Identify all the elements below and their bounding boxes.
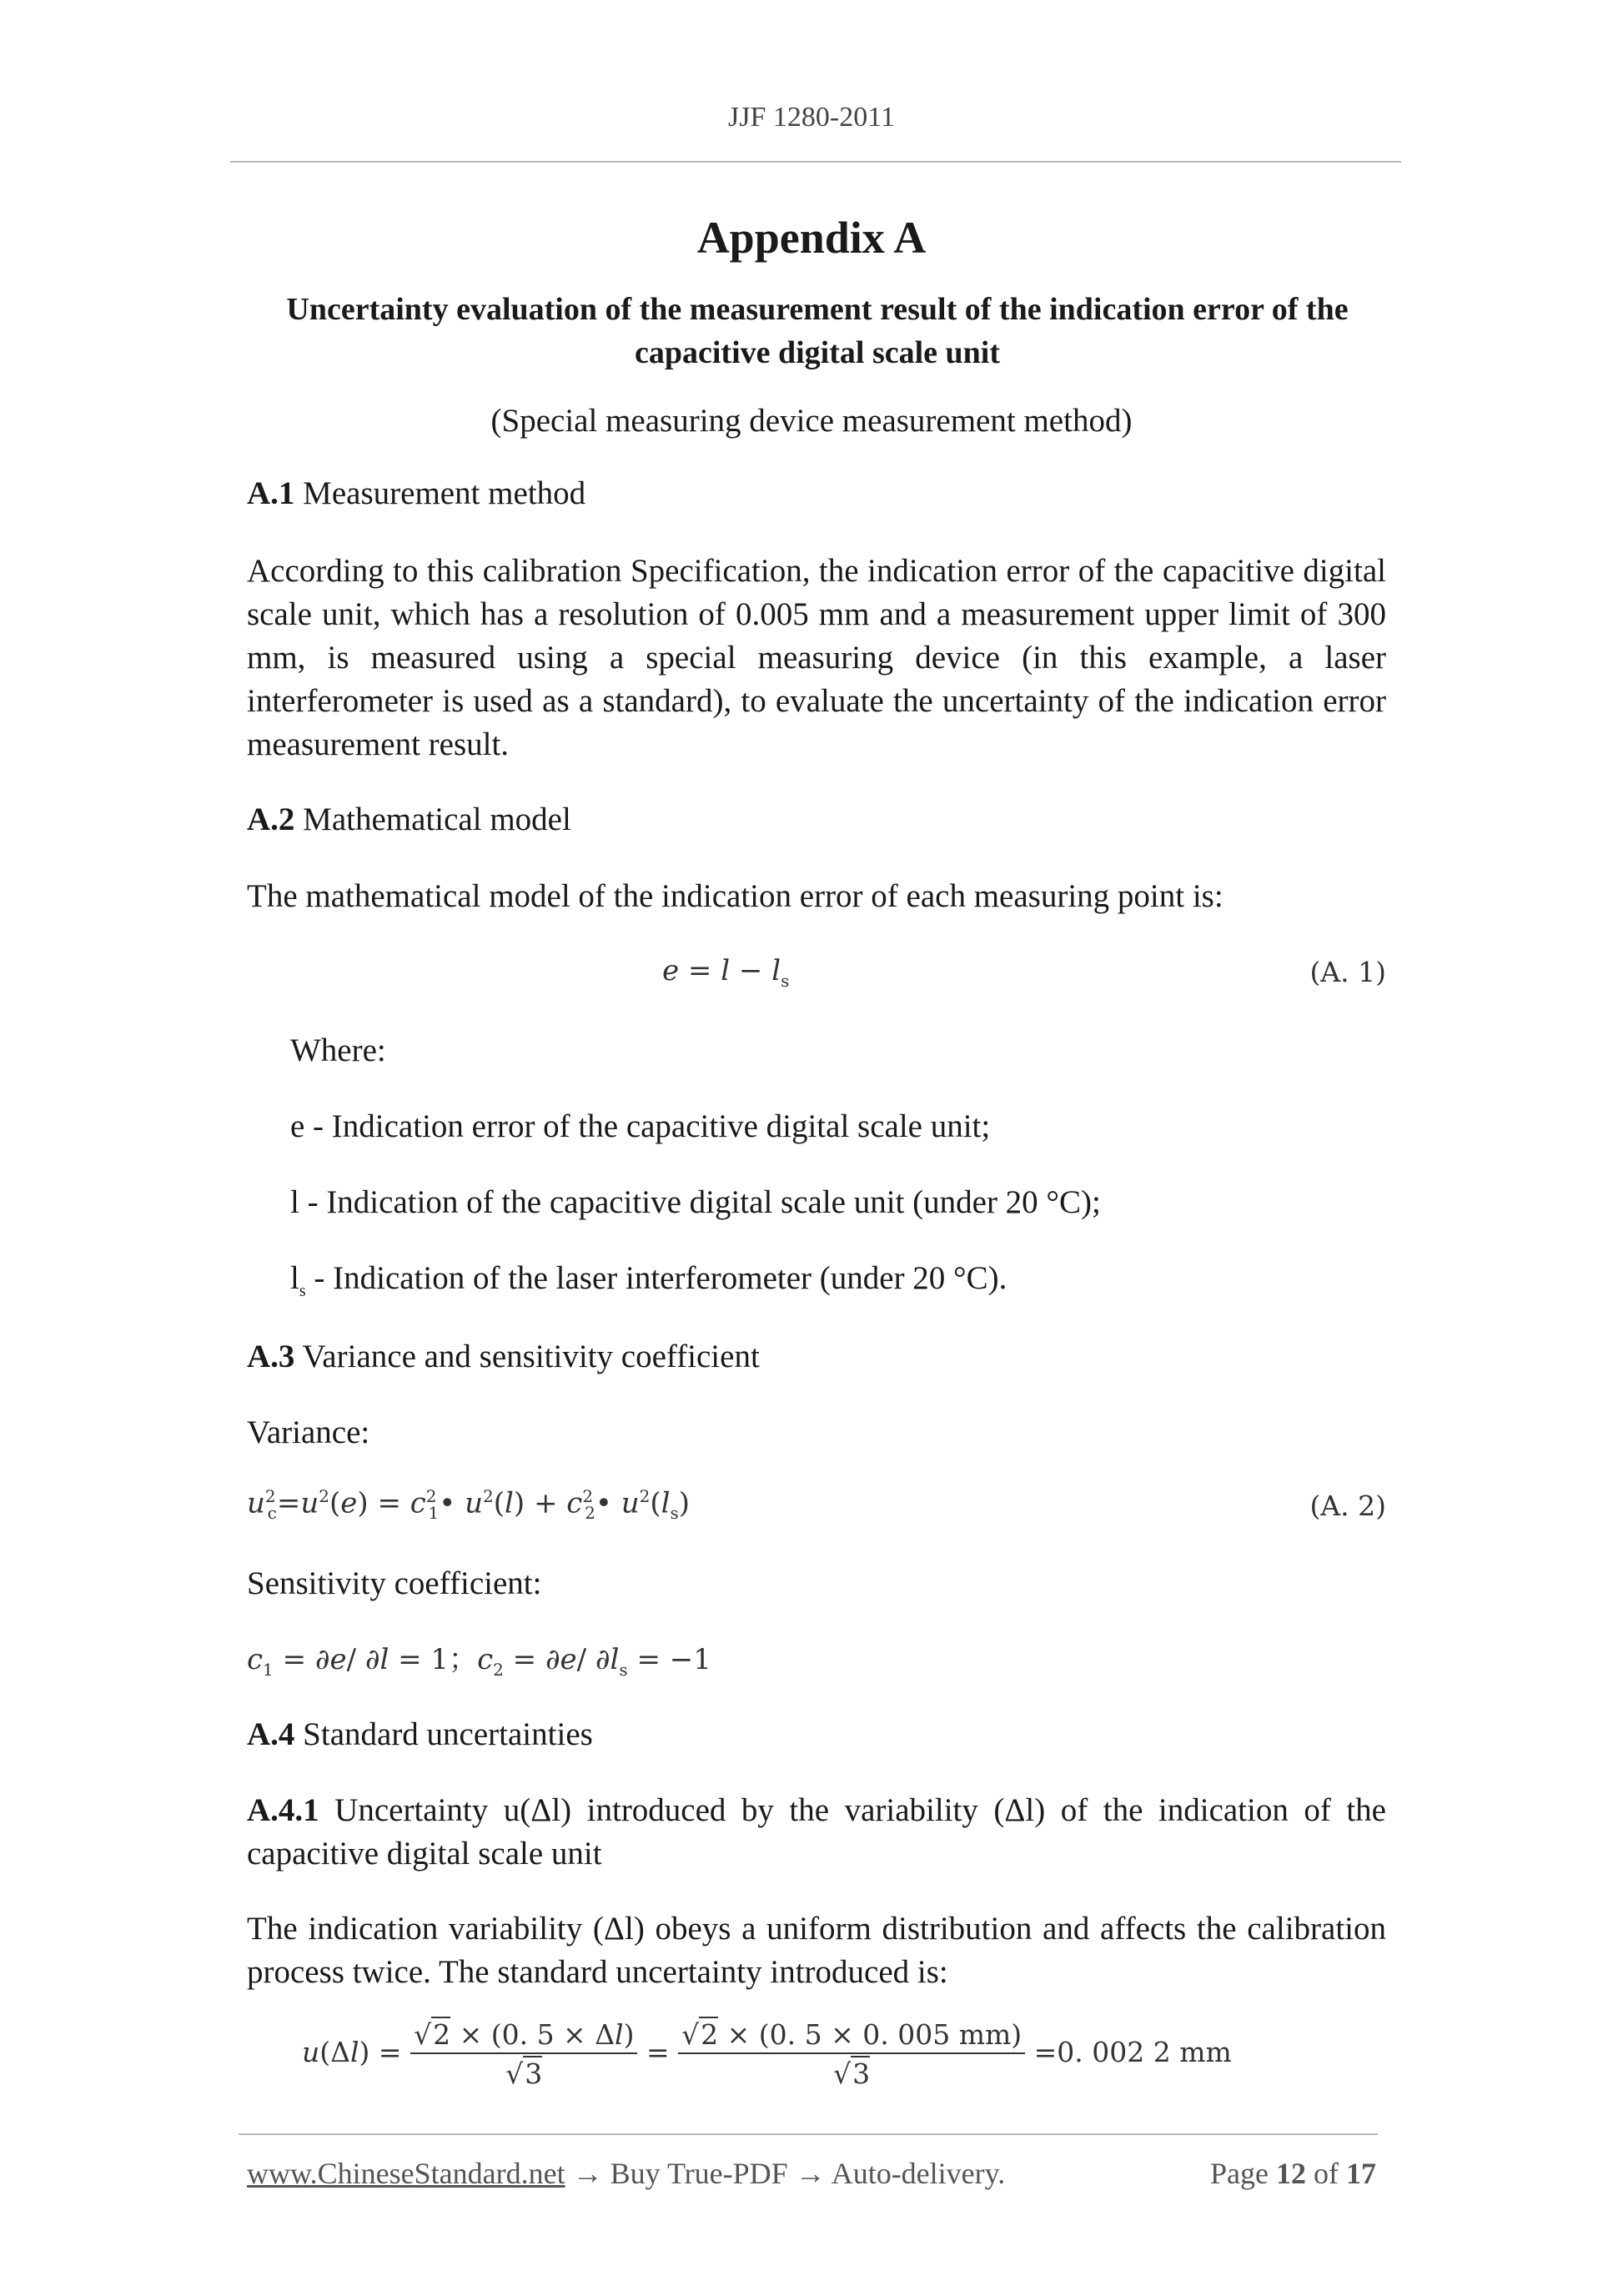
header-divider	[230, 161, 1401, 163]
definition-text: - Indication of the laser interferometer (under 20 °C).	[305, 1260, 1007, 1296]
equation-a1: $e = l - l_s$	[662, 954, 790, 991]
section-a2-intro: The mathematical model of the indication error of each measuring point is:	[247, 878, 1224, 914]
variance-label: Variance:	[247, 1414, 370, 1450]
uncertainty-result: =0. 002 2 mm	[1033, 2036, 1232, 2068]
page-total: 17	[1346, 2157, 1376, 2190]
document-code-header: JJF 1280-2011	[728, 102, 895, 133]
section-a2-heading	[247, 798, 1386, 842]
footer-divider	[239, 2133, 1378, 2135]
footer-promo	[247, 2156, 1005, 2191]
definition-ls	[290, 1259, 1007, 1301]
section-a1-body: According to this calibration Specification, the indication error of the capacitive digital scale unit, which has a resolution of 0.005 mm and a measurement upper limit of 300 mm, is measured using a special measuring device (in this example, a laser interferometer is used as a standard), to evaluate the uncertainty of the indication error measurement result.	[247, 553, 1386, 762]
sensitivity-label: Sensitivity coefficient:	[247, 1565, 542, 1601]
section-number: A.2	[247, 801, 295, 837]
equation-a2-label: (A. 2)	[1309, 1490, 1386, 1522]
website-link[interactable]: www.ChineseStandard.net	[247, 2157, 565, 2190]
page-of: of	[1314, 2157, 1339, 2190]
page-number: 12	[1276, 2157, 1306, 2190]
section-title: Mathematical model	[303, 801, 571, 837]
equation-a1-label: (A. 1)	[1309, 956, 1386, 988]
section-number: A.4.1	[247, 1792, 319, 1828]
section-a41-body: The indication variability (Δl) obeys a uniform distribution and affects the calibration process twice. The standard uncertainty introduced is:	[247, 1911, 1386, 1990]
equation-a2: $u^2_c=u^2(e)$ = $c^2_1•$ $u^2(l)$ + $c^2_2•$ $u^2(l_s)$	[247, 1486, 690, 1524]
fraction-1: $\frac{√2 \times (0. 5 \times \Delta l)}{√3}$	[410, 2018, 637, 2090]
definition-e: e - Indication error of the capacitive digital scale unit;	[290, 1108, 991, 1144]
method-note: (Special measuring device measurement method)	[490, 403, 1133, 439]
section-title: Variance and sensitivity coefficient	[302, 1339, 760, 1374]
section-a41-heading	[247, 1789, 1386, 1876]
uncertainty-equation: u(Δl) = $\frac{√2 \times (0. 5 \times \Delta l)}{√3}$ = $\frac{√2 \times (0. 5 \times 0. 005 mm)}{√3}$ =0. 002 2 mm	[302, 2018, 1232, 2090]
section-title: Standard uncertainties	[303, 1716, 593, 1752]
where-label: Where:	[290, 1032, 386, 1068]
subscript-s: s	[299, 1281, 306, 1300]
section-number: A.1	[247, 475, 295, 511]
page-subtitle: Uncertainty evaluation of the measurement result of the indication error of the capacitive digital scale unit	[286, 292, 1349, 370]
section-number: A.3	[247, 1339, 295, 1374]
section-title: Measurement method	[303, 475, 586, 511]
page-indicator	[1210, 2156, 1376, 2191]
footer-text: → Buy True-PDF → Auto-delivery.	[565, 2157, 1006, 2190]
page-label: Page	[1210, 2157, 1269, 2190]
symbol-l: l	[290, 1260, 299, 1296]
section-a1-heading	[247, 472, 1386, 515]
fraction-2: $\frac{√2 \times (0. 5 \times 0. 005 mm)}{√3}$	[678, 2018, 1025, 2090]
definition-l: l - Indication of the capacitive digital scale unit (under 20 °C);	[290, 1184, 1101, 1220]
section-a3-heading	[247, 1335, 1386, 1379]
section-title: Uncertainty u(Δl) introduced by the variability (Δl) of the indication of the capacitive digital scale unit	[247, 1792, 1386, 1871]
section-number: A.4	[247, 1716, 295, 1752]
page-title: Appendix A	[696, 213, 927, 263]
section-a4-heading	[247, 1713, 1386, 1756]
sensitivity-equation: $c_1 = \partial e/$ ∂l = 1；$c_2 = \partial e/$ $\partial l_s = -1$	[247, 1643, 711, 1680]
